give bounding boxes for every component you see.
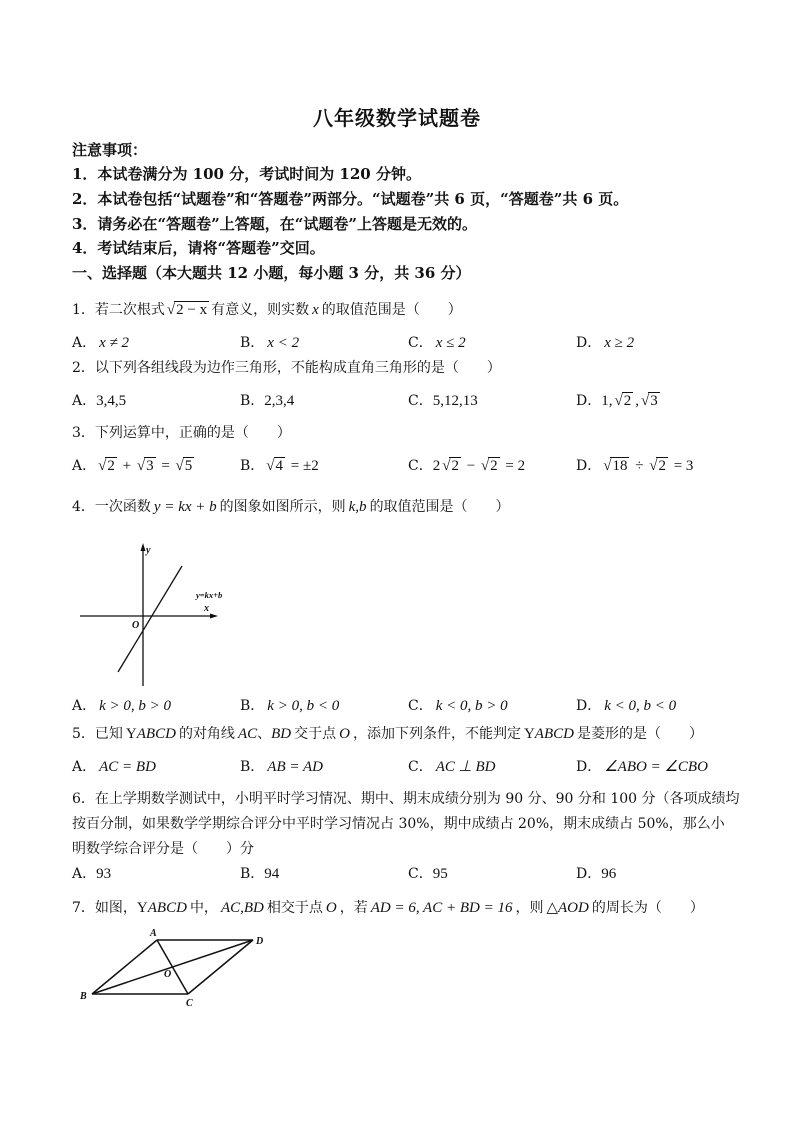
q6-option-d (576, 864, 616, 884)
coefficient: 2 (432, 458, 441, 474)
option-label: B． (240, 335, 265, 351)
q7-conditions: AD = 6, AC + BD = 16 (370, 900, 513, 916)
q6-stem-line-1: 6．在上学期数学测试中，小明平时学习情况、期中、期末成绩分别为 90 分、90 分和 100 分（各项成绩均 (72, 791, 740, 807)
radical (98, 456, 117, 476)
option-value: AC = BD (99, 759, 156, 775)
q1-variable: x (312, 302, 319, 318)
q1-option-d (576, 333, 637, 353)
q5-shape: ABCD (534, 726, 574, 742)
q1-radicand: 2 − x (176, 302, 208, 318)
radical (442, 456, 461, 476)
q5-stem-text: ，添加下列条件，不能判定 (352, 726, 521, 742)
radicand: 18 (612, 458, 628, 474)
radical-sign: √ (603, 458, 612, 474)
y-axis-label: y (146, 545, 151, 556)
option-label: D． (576, 458, 602, 474)
q5-stem-text: 的对角线 (178, 726, 235, 742)
radical-sign: √ (640, 393, 650, 409)
radical (603, 456, 629, 476)
radical (137, 456, 156, 476)
radical (481, 456, 500, 476)
q5-stem-text: 、 (257, 726, 272, 742)
radical-sign: √ (266, 458, 275, 474)
option-value: k < 0, b < 0 (604, 698, 677, 714)
parallelogram-symbol: Y (125, 726, 137, 742)
option-value: k > 0, b > 0 (99, 698, 172, 714)
radical-sign: √ (614, 393, 623, 409)
option-label: D． (576, 759, 602, 775)
q2-stem: 2．以下列各组线段为边作三角形，不能构成直角三角形的是（ ） (72, 360, 501, 376)
option-label: B． (240, 458, 265, 474)
q1-option-b (240, 333, 302, 353)
q4-variables: k,b (348, 499, 367, 515)
option-label: B． (240, 698, 265, 714)
q6-stem-line-3: 明数学综合评分是（ ）分 (72, 841, 254, 857)
radical-sign: √ (175, 458, 184, 474)
radical (614, 391, 633, 411)
radical-sign: √ (166, 302, 176, 318)
q5-diagonal: BD (271, 726, 292, 742)
vertex-c-label: C (186, 998, 193, 1009)
radical-sign: √ (136, 458, 146, 474)
q4-stem-text: 4．一次函数 (72, 499, 151, 515)
radical-sign: √ (442, 458, 451, 474)
q5-stem-text: 交于点 (294, 726, 337, 742)
q4-stem-text: 的取值范围是（ ） (369, 499, 510, 515)
q1-stem-text: 有意义，则实数 (211, 302, 310, 318)
q7-stem-text: 的周长为（ ） (591, 900, 704, 916)
q6-stem-line-2: 按百分制，如果数学学期综合评分中平时学习情况占 30%，期中成绩占 20%，期末成绩占 50%，那么小 (72, 816, 725, 832)
q1-stem (72, 300, 462, 320)
q4-option-b (240, 696, 342, 716)
radicand: 2 (623, 393, 632, 409)
side-dc (188, 940, 253, 994)
point-o-label: O (164, 969, 172, 980)
option-label: A． (72, 759, 97, 775)
q5-point: O (339, 726, 350, 742)
q7-stem-text: 相交于点 (266, 900, 323, 916)
function-line (118, 566, 182, 672)
x-axis-arrow (210, 614, 218, 619)
option-value: k < 0, b > 0 (435, 698, 508, 714)
option-value: x ≥ 2 (604, 335, 635, 351)
option-value: 96 (601, 866, 617, 882)
q4-stem (72, 497, 510, 517)
line-label: y=kx+b (196, 590, 223, 600)
option-label: C． (408, 759, 433, 775)
radicand: 4 (275, 458, 284, 474)
option-value: x ≤ 2 (435, 335, 466, 351)
q5-stem-text: 5．已知 (72, 726, 123, 742)
option-label: D． (576, 393, 602, 409)
radical-sign: √ (649, 458, 658, 474)
option-label: B． (240, 866, 265, 882)
q6-option-c (408, 864, 448, 884)
radicand: 2 (107, 458, 115, 474)
radical (641, 391, 660, 411)
notice-item-1: 1．本试卷满分为 100 分，考试时间为 120 分钟。 (72, 165, 421, 183)
option-label: B． (240, 759, 265, 775)
side-ba (92, 940, 157, 994)
option-label: C． (408, 335, 433, 351)
option-value: 2,3,4 (264, 393, 295, 409)
q3-option-b (240, 456, 319, 476)
notice-item-3: 3．请务必在“答题卷”上答题，在“试题卷”上答题是无效的。 (72, 215, 477, 233)
operator: = (157, 458, 174, 474)
option-label: A． (72, 458, 97, 474)
radicand: 2 (490, 458, 498, 474)
operator: = 3 (669, 458, 694, 474)
q3-option-c (408, 456, 525, 476)
q5-diagonal: AC (237, 726, 258, 742)
q5-option-c (408, 757, 498, 777)
vertex-d-label: D (256, 936, 264, 947)
radicand: 3 (146, 458, 154, 474)
option-label: A． (72, 393, 97, 409)
notice-item-2: 2．本试卷包括“试题卷”和“答题卷”两部分。“试题卷”共 6 页，“答题卷”共 6 页。 (72, 190, 629, 208)
operator: − (462, 458, 479, 474)
radicand: 2 (658, 458, 666, 474)
option-value: x ≠ 2 (99, 335, 130, 351)
option-value: AC ⊥ BD (435, 759, 496, 775)
option-value: 94 (264, 866, 280, 882)
option-value: , (635, 393, 639, 409)
radicand: 5 (184, 458, 193, 474)
page-title: 八年级数学试题卷 (313, 106, 481, 130)
option-label: A． (72, 698, 97, 714)
q7-triangle: AOD (558, 900, 589, 916)
option-value: 93 (96, 866, 112, 882)
option-value: 1, (601, 393, 613, 409)
operator: ÷ (631, 458, 648, 474)
operator: = ±2 (287, 458, 319, 474)
option-value: 3,4,5 (96, 393, 127, 409)
q7-parallelogram-figure (76, 925, 276, 1010)
radical (176, 456, 195, 476)
radical (266, 456, 285, 476)
q5-shape: ABCD (136, 726, 176, 742)
q4-option-d (576, 696, 679, 716)
q6-option-a (72, 864, 111, 884)
vertex-a-label: A (150, 928, 157, 939)
q2-option-c (408, 391, 478, 411)
y-axis-arrow (141, 543, 146, 551)
operator: + (118, 458, 135, 474)
q5-option-b (240, 757, 326, 777)
option-label: C． (408, 866, 433, 882)
origin-label: O (132, 620, 140, 631)
q2-option-d (576, 391, 662, 411)
q4-option-a (72, 696, 174, 716)
option-value: x < 2 (267, 335, 300, 351)
notice-item-4: 4．考试结束后，请将“答题卷”交回。 (72, 239, 325, 257)
q4-option-c (408, 696, 511, 716)
q5-option-d (576, 757, 711, 777)
q7-stem-text: 7．如图， (72, 900, 137, 916)
q3-option-d (576, 456, 693, 476)
section-heading: 一、选择题（本大题共 12 小题，每小题 3 分，共 36 分） (72, 264, 471, 282)
q7-shape: ABCD (147, 900, 187, 916)
q7-stem-text: ，若 (339, 900, 368, 916)
q7-stem-text: ，则 (515, 900, 544, 916)
option-label: D． (576, 335, 602, 351)
parallelogram-symbol: Y (523, 726, 535, 742)
q5-stem-text: 是菱形的是（ ） (576, 726, 703, 742)
q1-stem-text: 的取值范围是（ ） (321, 302, 462, 318)
q3-option-a (72, 456, 196, 476)
q1-radical (167, 300, 209, 320)
option-value: ∠ABO = ∠CBO (604, 759, 708, 775)
radical-sign: √ (480, 458, 490, 474)
option-label: A． (72, 335, 97, 351)
operator: = 2 (501, 458, 526, 474)
notice-heading: 注意事项： (72, 141, 148, 159)
q3-stem: 3．下列运算中，正确的是（ ） (72, 425, 291, 441)
q5-option-a (72, 757, 159, 777)
q7-point: O (325, 900, 337, 916)
option-label: C． (408, 698, 433, 714)
radicand: 2 (451, 458, 459, 474)
radical (649, 456, 668, 476)
q1-option-a (72, 333, 132, 353)
vertex-b-label: B (80, 991, 87, 1002)
q1-option-c (408, 333, 469, 353)
option-label: D． (576, 698, 602, 714)
option-label: A． (72, 866, 97, 882)
option-label: C． (408, 458, 433, 474)
option-value: k > 0, b < 0 (267, 698, 340, 714)
option-value: AB = AD (267, 759, 323, 775)
triangle-symbol: △ (546, 900, 559, 916)
radicand: 3 (650, 393, 658, 409)
option-value: 5,12,13 (432, 393, 478, 409)
option-label: C． (408, 393, 433, 409)
q2-option-a (72, 391, 126, 411)
q2-option-b (240, 391, 294, 411)
option-label: D． (576, 866, 602, 882)
q4-stem-text: 的图象如图所示，则 (219, 499, 346, 515)
q7-stem (72, 898, 704, 918)
x-axis-label: x (204, 603, 209, 614)
q6-option-b (240, 864, 279, 884)
q7-diagonals: AC,BD (220, 900, 264, 916)
radical-sign: √ (98, 458, 107, 474)
q4-graph-figure (76, 540, 236, 690)
option-label: B． (240, 393, 265, 409)
parallelogram-symbol: Y (136, 900, 148, 916)
option-value: 95 (432, 866, 448, 882)
q7-stem-text: 中， (189, 900, 218, 916)
q5-stem (72, 724, 703, 744)
q1-stem-text: 1．若二次根式 (72, 302, 165, 318)
diagonal-bd (92, 940, 253, 994)
q4-function: y = kx + b (153, 499, 217, 515)
